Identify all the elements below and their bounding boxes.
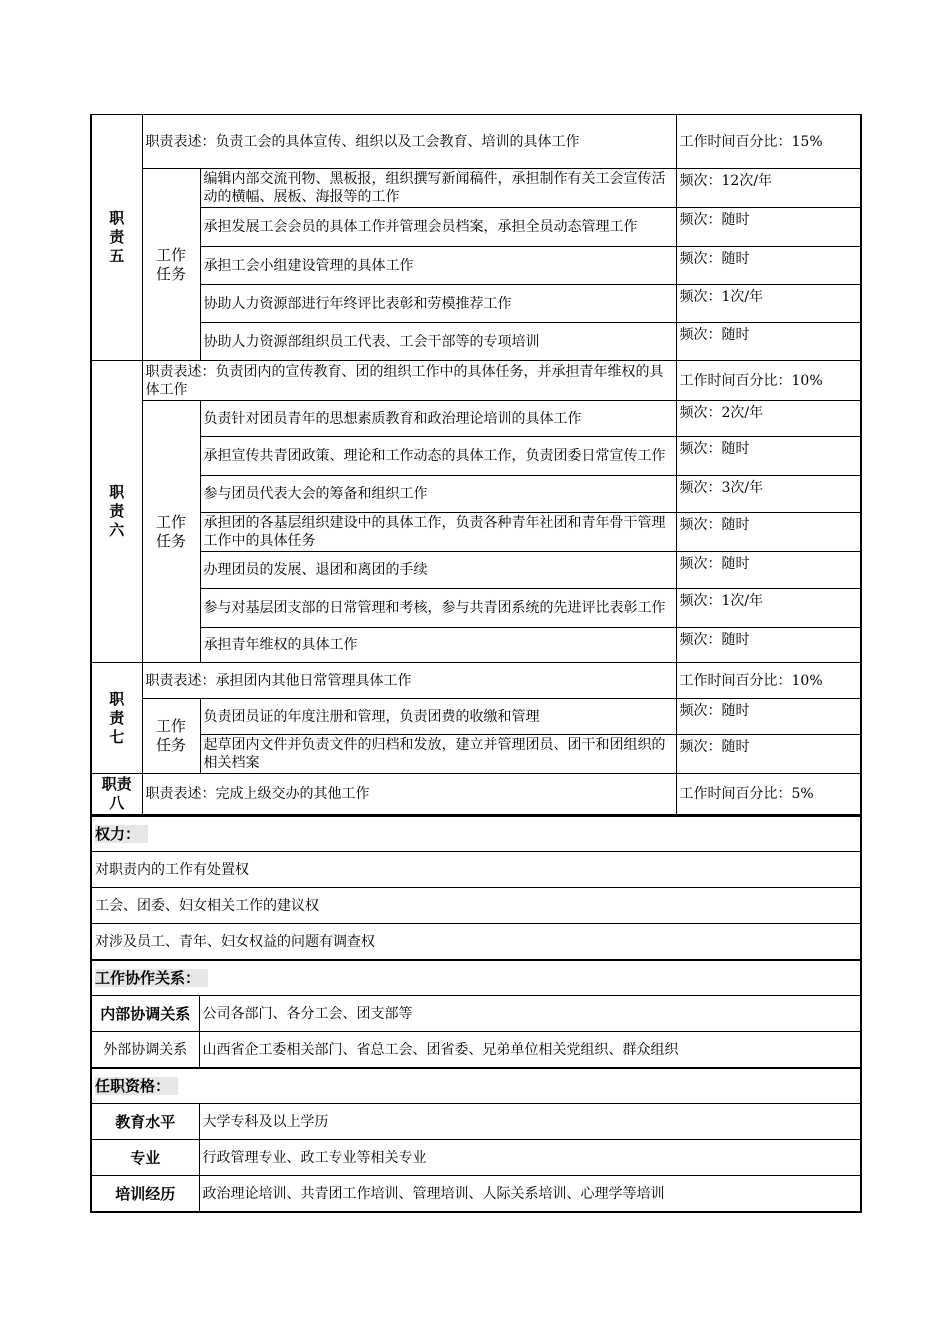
authority-item: 对涉及员工、青年、妇女权益的问题有调查权 [91,924,861,961]
duty-7-label: 职 责 七 [91,663,142,774]
authority-item: 对职责内的工作有处置权 [91,852,861,888]
duty-5-percent: 工作时间百分比：15% [676,115,861,169]
duty-5-task: 协助人力资源部组织员工代表、工会干部等的专项培训 [200,323,676,361]
duty-7-task: 负责团员证的年度注册和管理，负责团费的收缴和管理 [200,699,676,735]
duty-6-task-frequency: 频次：2次/年 [676,401,861,437]
internal-relations-label: 内部协调关系 [91,996,199,1032]
duty-6-task: 承担团的各基层组织建设中的具体工作，负责各种青年社团和青年骨干管理工作中的具体任务 [200,513,676,552]
duty-5-task: 协助人力资源部进行年终评比表彰和劳模推荐工作 [200,285,676,323]
education-label: 教育水平 [91,1104,199,1140]
info-table [90,815,862,1213]
duty-5-task: 编辑内部交流刊物、黑板报，组织撰写新闻稿件，承担制作有关工会宣传活动的横幅、展板、海报等的工作 [200,169,676,208]
duty-6-task-frequency: 频次：随时 [676,437,861,476]
duty-5-statement: 职责表述：负责工会的具体宣传、组织以及工会教育、培训的具体工作 [142,115,676,169]
duty-6-task: 负责针对团员青年的思想素质教育和政治理论培训的具体工作 [200,401,676,437]
duty-7-task-frequency: 频次：随时 [676,735,861,774]
duty-5-task-frequency: 频次：1次/年 [676,285,861,323]
duty-7-percent: 工作时间百分比：10% [676,663,861,699]
duty-6-task-label: 工作 任务 [142,401,200,663]
duty-7-task-frequency: 频次：随时 [676,699,861,735]
duty-6-task: 承担宣传共青团政策、理论和工作动态的具体工作，负责团委日常宣传工作 [200,437,676,476]
duty-7-task-label: 工作 任务 [142,699,200,774]
major-value: 行政管理专业、政工专业等相关专业 [199,1140,861,1176]
duty-6-task-frequency: 频次：1次/年 [676,589,861,628]
major-label: 专业 [91,1140,199,1176]
duty-5-task-frequency: 频次：随时 [676,247,861,285]
qualifications-heading: 任职资格： [91,1068,861,1104]
duty-6-percent: 工作时间百分比：10% [676,361,861,401]
training-value: 政治理论培训、共青团工作培训、管理培训、人际关系培训、心理学等培训 [199,1176,861,1213]
duty-5-statement-row [91,115,861,169]
authority-item: 工会、团委、妇女相关工作的建议权 [91,888,861,924]
authority-heading: 权力： [91,816,861,852]
duty-6-task-frequency: 频次：随时 [676,552,861,589]
duty-5-task: 承担工会小组建设管理的具体工作 [200,247,676,285]
duty-5-task-label: 工作 任务 [142,169,200,361]
duty-8-label: 职责 八 [91,774,142,815]
duty-7-statement: 职责表述：承担团内其他日常管理具体工作 [142,663,676,699]
duty-5-task: 承担发展工会会员的具体工作并管理会员档案，承担全员动态管理工作 [200,208,676,247]
duty-5-label: 职 责 五 [91,115,142,361]
external-relations-value: 山西省企工委相关部门、省总工会、团省委、兄弟单位相关党组织、群众组织 [199,1032,861,1069]
duty-8-percent: 工作时间百分比：5% [676,774,861,815]
duty-5-task-frequency: 频次：12次/年 [676,169,861,208]
duty-8-statement: 职责表述：完成上级交办的其他工作 [142,774,676,815]
duty-6-statement: 职责表述：负责团内的宣传教育、团的组织工作中的具体任务，并承担青年维权的具体工作 [142,361,676,401]
duty-6-task-frequency: 频次：随时 [676,513,861,552]
duty-6-task: 办理团员的发展、退团和离团的手续 [200,552,676,589]
job-description-document [90,114,860,1213]
duty-5-task-frequency: 频次：随时 [676,208,861,247]
education-value: 大学专科及以上学历 [199,1104,861,1140]
external-relations-label: 外部协调关系 [91,1032,199,1069]
duties-table [90,114,862,815]
duty-6-task: 参与团员代表大会的筹备和组织工作 [200,476,676,513]
relations-heading: 工作协作关系： [91,960,861,996]
duty-6-task: 承担青年维权的具体工作 [200,628,676,663]
duty-6-task-frequency: 频次：随时 [676,628,861,663]
duty-7-task: 起草团内文件并负责文件的归档和发放，建立并管理团员、团干和团组织的相关档案 [200,735,676,774]
duty-5-task-frequency: 频次：随时 [676,323,861,361]
duty-6-task: 参与对基层团支部的日常管理和考核，参与共青团系统的先进评比表彰工作 [200,589,676,628]
internal-relations-value: 公司各部门、各分工会、团支部等 [199,996,861,1032]
duty-6-task-frequency: 频次：3次/年 [676,476,861,513]
duty-6-label: 职 责 六 [91,361,142,663]
training-label: 培训经历 [91,1176,199,1213]
